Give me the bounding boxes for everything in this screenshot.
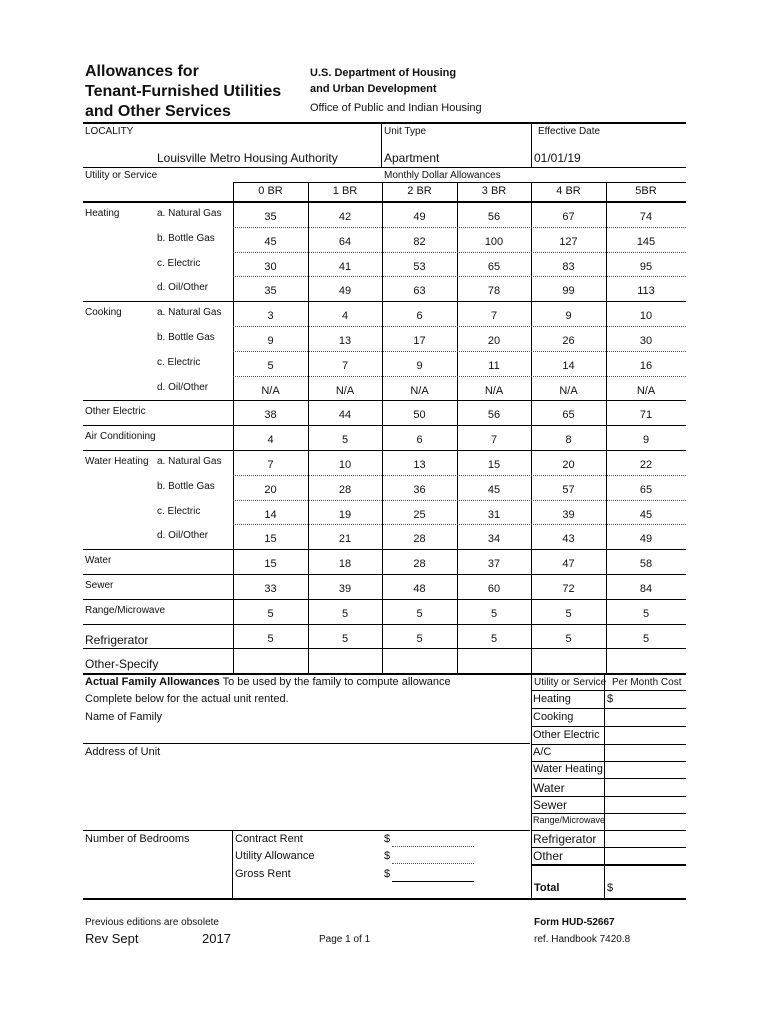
allowance-cell[interactable]: 65: [562, 409, 575, 422]
allowance-cell[interactable]: 34: [487, 533, 501, 546]
monthly-allowances-label: Monthly Dollar Allowances: [384, 170, 501, 181]
allowance-cell[interactable]: 15: [264, 558, 277, 571]
panel-item-label: Sewer: [533, 798, 568, 812]
allowance-cell[interactable]: 35: [264, 211, 277, 223]
form-title-line1: Allowances for: [85, 63, 199, 80]
actual-allowances-subtitle: To be used by the family to compute allowance: [222, 676, 451, 688]
row-rule: [233, 500, 686, 501]
allowance-cell[interactable]: N/A: [559, 384, 578, 397]
rule: [83, 898, 686, 900]
row-subcategory: d. Oil/Other: [157, 282, 209, 294]
row-rule: [233, 326, 686, 327]
bedroom-header-3: 3 BR: [481, 185, 507, 197]
allowance-cell[interactable]: 49: [338, 285, 352, 298]
allowance-cell[interactable]: 20: [562, 459, 575, 471]
row-subcategory: d. Oil/Other: [157, 381, 209, 393]
allowance-cell[interactable]: 50: [413, 409, 426, 422]
allowance-cell[interactable]: 44: [338, 409, 352, 422]
allowance-cell[interactable]: 5: [267, 632, 274, 645]
panel-total-label: Total: [534, 882, 560, 894]
panel-cost-field[interactable]: [607, 815, 684, 829]
row-rule: [83, 301, 686, 302]
bedroom-header-1: 1 BR: [332, 185, 358, 197]
panel-rule: [531, 830, 686, 831]
allowance-cell[interactable]: 127: [559, 235, 578, 248]
row-subcategory: c. Electric: [157, 257, 201, 269]
panel-rule: [531, 708, 686, 709]
panel-rule: [531, 690, 686, 691]
allowance-cell[interactable]: 45: [639, 508, 653, 521]
allowance-cell[interactable]: N/A: [335, 384, 355, 397]
panel-rule: [531, 864, 686, 866]
panel-item-label: Other: [533, 849, 564, 863]
allowance-cell[interactable]: 5: [341, 607, 349, 620]
panel-cost-field[interactable]: [607, 729, 684, 743]
panel-cost-field[interactable]: [607, 763, 684, 777]
allowance-cell[interactable]: 58: [639, 558, 653, 571]
row-rule: [83, 425, 686, 426]
allowance-cell[interactable]: 38: [264, 409, 277, 422]
allowance-cell[interactable]: 83: [562, 260, 575, 273]
utility-or-service-label: Utility or Service: [85, 170, 158, 181]
allowance-cell[interactable]: 20: [264, 483, 277, 496]
allowance-cell[interactable]: 7: [490, 434, 498, 447]
panel-header-left: Utility or Service: [534, 677, 607, 688]
form-title-line3: and Other Services: [85, 103, 231, 120]
rule: [83, 743, 530, 744]
allowance-cell[interactable]: 39: [562, 508, 575, 521]
allowance-cell[interactable]: 99: [562, 285, 575, 298]
panel-item-label: Cooking: [533, 711, 574, 723]
row-rule: [83, 549, 686, 550]
allowance-cell[interactable]: 45: [264, 235, 277, 248]
rule: [83, 673, 686, 675]
row-subcategory: b. Bottle Gas: [157, 232, 215, 244]
allowance-cell[interactable]: 13: [413, 459, 426, 471]
utility-allowance-field[interactable]: [392, 863, 474, 864]
allowance-cell[interactable]: 7: [267, 459, 274, 471]
allowance-cell[interactable]: 33: [264, 583, 277, 595]
allowance-cell[interactable]: 17: [413, 335, 426, 347]
gross-rent-label: Gross Rent: [235, 868, 291, 880]
allowance-cell[interactable]: 19: [338, 508, 352, 521]
allowance-cell[interactable]: 5: [565, 632, 572, 645]
allowance-cell[interactable]: 14: [264, 508, 277, 521]
gross-rent-dollar: $: [384, 868, 391, 880]
allowance-cell[interactable]: 3: [267, 310, 274, 323]
header-rule: [83, 122, 686, 124]
allowance-cell[interactable]: 67: [562, 211, 575, 223]
obsolete-notice: Previous editions are obsolete: [85, 917, 219, 928]
row-category: Range/Microwave: [85, 604, 166, 616]
allowance-cell[interactable]: 4: [267, 434, 274, 447]
row-rule: [233, 351, 686, 352]
revision-year: 2017: [202, 931, 231, 946]
allowance-cell[interactable]: 5: [642, 632, 650, 645]
allowance-cell[interactable]: 8: [565, 434, 572, 447]
form-title-line2: Tenant-Furnished Utilities: [85, 83, 282, 100]
allowance-cell[interactable]: 84: [639, 583, 653, 595]
allowance-cell[interactable]: 95: [639, 260, 653, 273]
allowance-cell[interactable]: N/A: [410, 384, 429, 397]
row-rule: [83, 574, 686, 575]
bedroom-header-0: 0 BR: [258, 185, 283, 197]
allowance-cell[interactable]: 30: [264, 260, 277, 273]
allowance-cell[interactable]: 30: [639, 335, 653, 347]
effective-date-value[interactable]: 01/01/19: [534, 151, 581, 165]
allowance-cell[interactable]: 11: [488, 359, 500, 372]
allowance-cell[interactable]: 7: [341, 359, 349, 372]
allowance-cell[interactable]: 6: [416, 310, 423, 323]
allowance-cell[interactable]: 64: [338, 235, 352, 248]
allowance-cell[interactable]: 39: [338, 583, 352, 595]
panel-item-label: Water Heating: [533, 763, 603, 775]
allowance-cell[interactable]: 5: [642, 607, 650, 620]
allowance-cell[interactable]: 65: [487, 260, 501, 273]
row-category: Other-Specify: [85, 657, 159, 672]
row-category: Water: [85, 555, 112, 567]
allowance-cell[interactable]: 26: [562, 335, 575, 347]
row-subcategory: a. Natural Gas: [157, 208, 222, 219]
locality-value[interactable]: Louisville Metro Housing Authority: [157, 151, 338, 165]
panel-item-label: Refrigerator: [533, 832, 597, 846]
allowance-cell[interactable]: 9: [642, 434, 650, 447]
allowance-cell[interactable]: 28: [413, 558, 426, 571]
allowance-cell[interactable]: 113: [637, 285, 655, 298]
actual-allowances-title: Actual Family Allowances: [85, 676, 220, 688]
row-category: Sewer: [85, 580, 114, 591]
panel-item-label: Heating: [533, 693, 571, 705]
contract-rent-field[interactable]: [392, 846, 474, 847]
allowance-cell[interactable]: 35: [264, 285, 277, 298]
panel-cost-field[interactable]: [607, 832, 684, 846]
row-category: Cooking: [85, 307, 122, 319]
allowance-cell[interactable]: N/A: [261, 384, 280, 397]
allowance-cell[interactable]: 56: [487, 409, 501, 422]
row-category: Other Electric: [85, 406, 146, 418]
row-category: Heating: [85, 208, 120, 219]
panel-cost-field[interactable]: [607, 746, 684, 760]
allowance-cell[interactable]: 74: [639, 211, 653, 223]
row-subcategory: a. Natural Gas: [157, 307, 222, 319]
row-rule: [233, 252, 686, 253]
allowance-cell[interactable]: 71: [639, 409, 653, 422]
office-name: Office of Public and Indian Housing: [310, 102, 482, 114]
panel-rule: [531, 761, 686, 762]
utility-allowance-label: Utility Allowance: [235, 850, 315, 862]
allowance-cell[interactable]: 5: [267, 359, 274, 372]
revision-label: Rev Sept: [85, 931, 139, 946]
allowance-cell[interactable]: 82: [413, 235, 426, 248]
allowance-cell[interactable]: 42: [338, 211, 352, 223]
allowance-cell[interactable]: 9: [416, 359, 423, 372]
unit-type-label: Unit Type: [384, 126, 427, 137]
row-rule: [233, 227, 686, 228]
allowance-cell[interactable]: 5: [416, 607, 423, 620]
allowance-cell[interactable]: 57: [562, 483, 575, 496]
utility-allowance-dollar: $: [384, 850, 391, 862]
panel-rule: [531, 796, 686, 797]
address-of-unit-label: Address of Unit: [85, 746, 161, 758]
allowance-cell[interactable]: 36: [413, 483, 426, 496]
panel-total-cost[interactable]: $: [607, 882, 614, 894]
rule: [83, 830, 530, 831]
row-rule: [83, 450, 686, 451]
allowance-cell[interactable]: N/A: [636, 384, 656, 397]
allowance-cell[interactable]: 5: [416, 632, 423, 645]
panel-item-label: Water: [533, 781, 565, 795]
allowance-cell[interactable]: 45: [487, 483, 501, 496]
panel-cost-field[interactable]: [607, 711, 684, 725]
panel-cost-field[interactable]: $: [607, 693, 614, 705]
name-of-family-label: Name of Family: [85, 711, 163, 723]
row-rule: [83, 648, 686, 649]
allowance-cell[interactable]: 15: [264, 533, 277, 546]
row-rule: [83, 624, 686, 625]
allowance-cell[interactable]: 9: [565, 310, 572, 323]
row-subcategory: c. Electric: [157, 356, 201, 368]
allowance-cell[interactable]: 22: [639, 459, 653, 471]
allowance-cell[interactable]: 5: [490, 632, 498, 645]
panel-cost-field[interactable]: [607, 781, 684, 795]
gross-rent-field[interactable]: [392, 881, 474, 882]
allowance-cell[interactable]: 78: [487, 285, 501, 298]
allowance-cell[interactable]: 5: [341, 632, 349, 645]
divider: [232, 830, 233, 898]
allowance-cell[interactable]: 47: [562, 558, 575, 571]
row-subcategory: b. Bottle Gas: [157, 480, 215, 492]
allowance-cell[interactable]: 16: [639, 359, 653, 372]
allowance-cell[interactable]: 65: [639, 483, 653, 496]
allowance-cell[interactable]: 5: [341, 434, 349, 447]
allowance-cell[interactable]: 60: [487, 583, 501, 595]
allowance-cell[interactable]: 41: [338, 260, 352, 273]
panel-rule: [531, 778, 686, 779]
row-rule: [233, 376, 686, 377]
allowance-cell[interactable]: 7: [490, 310, 498, 323]
allowance-cell[interactable]: N/A: [484, 384, 504, 397]
bedroom-header-4: 4 BR: [556, 185, 581, 197]
row-subcategory: a. Natural Gas: [157, 456, 222, 467]
allowance-cell[interactable]: 4: [341, 310, 349, 323]
dept-line2: and Urban Development: [310, 83, 437, 95]
page-number: Page 1 of 1: [319, 934, 371, 945]
allowance-cell[interactable]: 14: [562, 359, 575, 372]
locality-label: LOCALITY: [85, 126, 134, 137]
dept-line1: U.S. Department of Housing: [310, 67, 457, 79]
allowance-cell[interactable]: 20: [487, 335, 501, 347]
panel-cost-field[interactable]: [607, 849, 684, 863]
allowance-cell[interactable]: 37: [487, 558, 501, 571]
allowance-cell[interactable]: 72: [562, 583, 575, 595]
contract-rent-dollar: $: [384, 833, 391, 845]
allowance-cell[interactable]: 56: [487, 211, 501, 223]
number-of-bedrooms-label: Number of Bedrooms: [85, 833, 190, 845]
contract-rent-label: Contract Rent: [235, 833, 303, 845]
allowance-cell[interactable]: 10: [639, 310, 653, 323]
allowance-cell[interactable]: 15: [487, 459, 501, 471]
panel-header-right: Per Month Cost: [612, 677, 682, 688]
row-rule: [83, 400, 686, 401]
allowance-cell[interactable]: 53: [413, 260, 426, 273]
divider: [531, 123, 532, 168]
form-number: Form HUD-52667: [534, 917, 615, 928]
row-rule: [233, 276, 686, 277]
complete-below-text: Complete below for the actual unit rented.: [85, 693, 289, 705]
rule: [233, 182, 686, 183]
panel-rule: [531, 744, 686, 745]
unit-type-value[interactable]: Apartment: [384, 151, 440, 165]
allowance-cell[interactable]: 6: [416, 434, 423, 447]
allowance-cell[interactable]: 18: [338, 558, 352, 571]
allowance-cell[interactable]: 48: [413, 583, 426, 595]
allowance-cell[interactable]: 28: [338, 483, 352, 496]
allowance-cell[interactable]: 25: [413, 508, 426, 521]
divider: [381, 123, 382, 168]
allowance-cell[interactable]: 10: [338, 459, 352, 471]
row-rule: [233, 524, 686, 525]
handbook-ref: ref. Handbook 7420.8: [534, 934, 631, 945]
row-category: Air Conditioning: [85, 431, 156, 443]
row-rule: [83, 599, 686, 600]
bedroom-header-5: 5BR: [635, 185, 657, 197]
panel-item-label: Range/Microwave: [533, 815, 606, 825]
allowance-cell[interactable]: 5: [267, 607, 274, 620]
panel-rule: [531, 726, 686, 727]
row-category: Water Heating: [85, 456, 149, 467]
allowance-cell[interactable]: 43: [562, 533, 575, 546]
allowance-cell[interactable]: 31: [487, 508, 501, 521]
row-subcategory: c. Electric: [157, 505, 201, 517]
bedroom-header-2: 2 BR: [407, 185, 432, 197]
row-subcategory: d. Oil/Other: [157, 530, 209, 542]
panel-cost-field[interactable]: [607, 798, 684, 812]
panel-rule: [531, 847, 686, 848]
row-subcategory: b. Bottle Gas: [157, 332, 215, 343]
effective-date-label: Effective Date: [538, 126, 601, 137]
allowance-cell[interactable]: 5: [490, 607, 498, 620]
row-rule: [233, 475, 686, 476]
allowance-cell[interactable]: 145: [636, 235, 656, 248]
row-category: Refrigerator: [85, 632, 149, 647]
panel-item-label: A/C: [533, 746, 552, 758]
rule: [83, 167, 686, 168]
allowance-cell[interactable]: 13: [338, 335, 352, 347]
table-top-rule: [83, 201, 686, 203]
panel-rule: [531, 813, 686, 814]
allowance-cell[interactable]: 49: [413, 211, 426, 223]
allowance-cell[interactable]: 21: [338, 533, 352, 546]
allowance-cell[interactable]: 63: [413, 285, 426, 298]
actual-allowances-heading: [85, 676, 451, 688]
allowance-cell[interactable]: 9: [267, 335, 274, 347]
allowance-cell[interactable]: 5: [565, 607, 572, 620]
allowance-cell[interactable]: 100: [484, 235, 504, 248]
allowance-cell[interactable]: 49: [639, 533, 653, 546]
panel-item-label: Other Electric: [533, 729, 600, 741]
allowance-cell[interactable]: 28: [413, 533, 426, 546]
